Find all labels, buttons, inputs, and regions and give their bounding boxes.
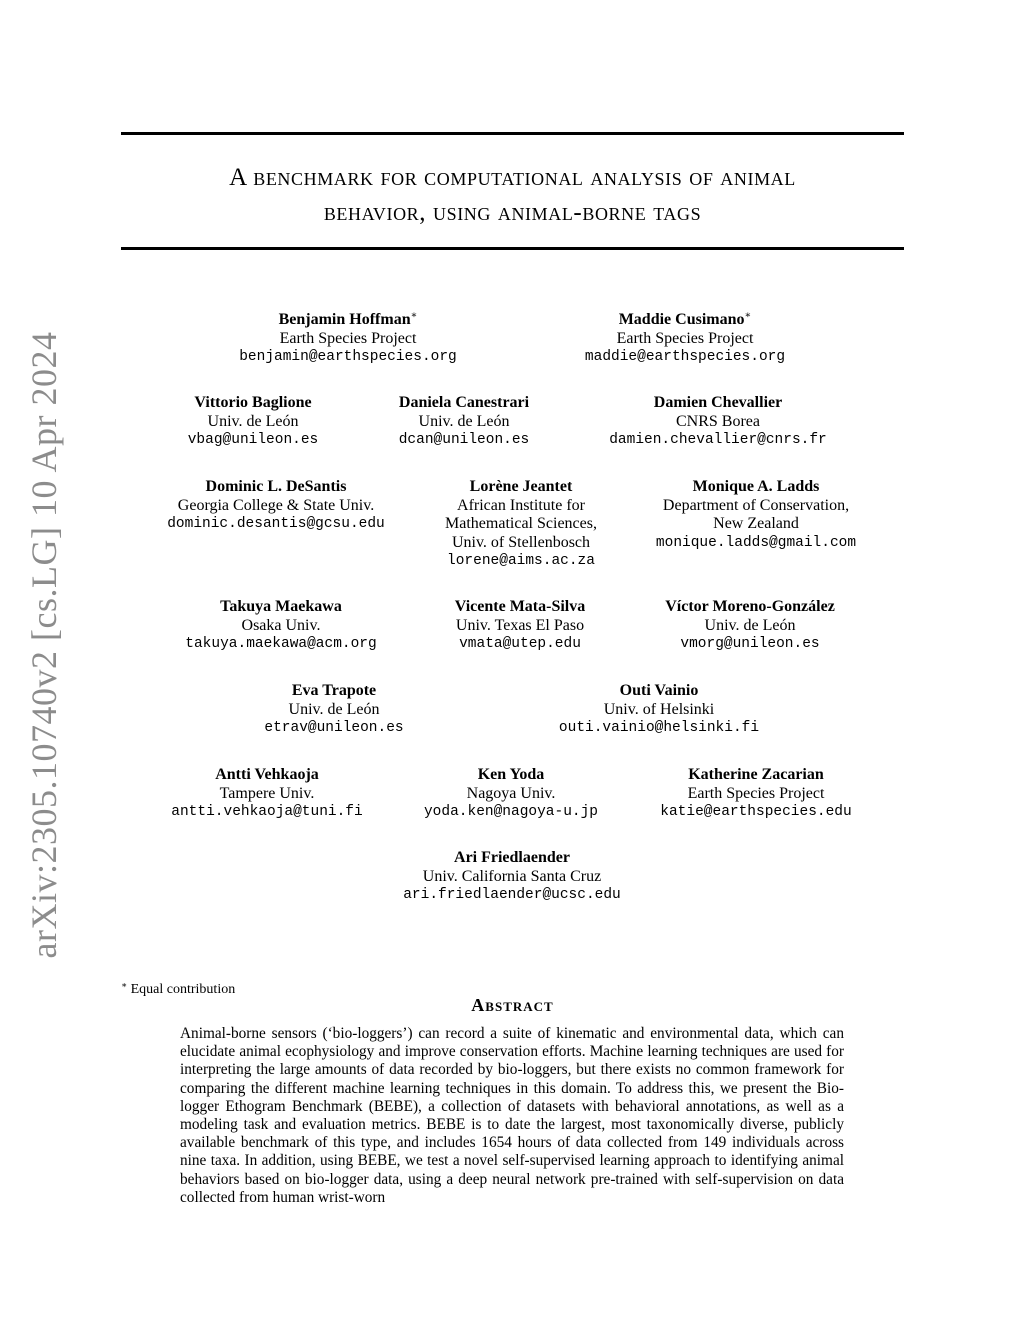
author-affiliation: Univ. de León bbox=[704, 616, 796, 634]
abstract-text: Animal-borne sensors (‘bio-loggers’) can record a suite of kinematic and environmental data, which can elucidate animal ecophysiology and improve conservation efforts. Machine learning techniques are used for interpreting the large amounts of data recorded by bio-loggers, but there exists no common framework for comparing the different machine learning techniques in this domain. To address this, we present the Bio-logger Ethogram Benchmark (BEBE), a collection of datasets with behavioral annotations, as well as a modeling task and evaluation metrics. BEBE is to date the largest, most taxonomically diverse, publicly available benchmark of this type, and includes 1654 hours of data collected from 149 individuals across nine taxa. In addition, using BEBE, we test a novel self-supervised learning approach to identifying animal behaviors based on bio-logger data, using a deep neural network pre-trained with self-supervision on data collected from human wrist-worn bbox=[180, 1025, 844, 1206]
author-name: Daniela Canestrari bbox=[398, 394, 530, 411]
author-affiliation: Osaka Univ. bbox=[241, 616, 321, 634]
author-entry bbox=[167, 478, 385, 534]
author-entry bbox=[559, 682, 759, 738]
author-email: katie@earthspecies.edu bbox=[660, 804, 852, 820]
author-email: benjamin@earthspecies.org bbox=[239, 349, 457, 365]
author-email: outi.vainio@helsinki.fi bbox=[558, 720, 760, 736]
footnote-mark: ∗ bbox=[121, 980, 128, 990]
author-name: Monique A. Ladds bbox=[692, 478, 820, 495]
author-affiliation: Earth Species Project bbox=[616, 329, 754, 347]
author-email: lorene@aims.ac.za bbox=[447, 553, 595, 569]
author-entry bbox=[585, 311, 785, 367]
author-name: Víctor Moreno-González bbox=[665, 598, 835, 615]
footnote-text: Equal contribution bbox=[130, 982, 236, 997]
author-name: Vicente Mata-Silva bbox=[454, 598, 586, 615]
author-name: Damien Chevallier bbox=[653, 394, 783, 411]
author-entry bbox=[399, 394, 530, 450]
author-entry bbox=[188, 394, 319, 450]
title-bottom-rule bbox=[121, 247, 904, 250]
author-entry bbox=[424, 766, 598, 822]
author-entry bbox=[171, 766, 362, 822]
author-affiliation: Earth Species Project bbox=[279, 329, 417, 347]
author-entry bbox=[239, 311, 457, 367]
author-affiliation: Univ. de León bbox=[288, 700, 380, 718]
author-affiliation: Tampere Univ. bbox=[219, 784, 315, 802]
author-name: Outi Vainio bbox=[619, 682, 699, 699]
arxiv-identifier: arXiv:2305.10740v2 [cs.LG] 10 Apr 2024 bbox=[24, 331, 64, 959]
author-email: etrav@unileon.es bbox=[264, 720, 404, 736]
author-affiliation: African Institute for bbox=[457, 496, 585, 514]
author-affiliation: Department of Conservation, bbox=[662, 496, 850, 514]
author-email: dominic.desantis@gcsu.edu bbox=[167, 516, 385, 532]
equal-contribution-mark: ∗ bbox=[410, 310, 418, 321]
author-email: monique.ladds@gmail.com bbox=[655, 534, 857, 551]
author-name: Eva Trapote bbox=[291, 682, 377, 699]
author-affiliation: Univ. de León bbox=[207, 412, 299, 430]
author-entry bbox=[455, 598, 585, 654]
author-affiliation: Mathematical Sciences, bbox=[445, 515, 597, 532]
author-affiliation: Univ. of Stellenbosch bbox=[451, 533, 591, 551]
author-email: ari.friedlaender@ucsc.edu bbox=[403, 887, 621, 903]
author-affiliation: Univ. Texas El Paso bbox=[455, 616, 585, 634]
author-email: vmata@utep.edu bbox=[459, 636, 581, 652]
title-top-rule bbox=[121, 132, 904, 135]
author-name: Benjamin Hoffman∗ bbox=[278, 310, 418, 328]
author-email: dcan@unileon.es bbox=[398, 432, 530, 448]
author-entry bbox=[445, 478, 597, 571]
author-affiliation: Univ. of Helsinki bbox=[603, 700, 715, 718]
paper-title-line-1: A benchmark for computational analysis of animal bbox=[229, 164, 796, 191]
author-name: Katherine Zacarian bbox=[688, 766, 824, 783]
author-name: Ken Yoda bbox=[477, 766, 545, 783]
author-name: Vittorio Baglione bbox=[194, 394, 312, 411]
author-email: vbag@unileon.es bbox=[187, 432, 319, 448]
author-affiliation: Univ. California Santa Cruz bbox=[422, 867, 602, 885]
paper-title-line-2: behavior, using animal-borne tags bbox=[323, 199, 702, 226]
author-email: takuya.maekawa@acm.org bbox=[185, 636, 377, 652]
paper-title bbox=[121, 160, 904, 230]
author-entry bbox=[660, 766, 851, 822]
author-email: antti.vehkaoja@tuni.fi bbox=[171, 804, 363, 820]
author-affiliation: CNRS Borea bbox=[675, 412, 760, 430]
author-name: Lorène Jeantet bbox=[469, 478, 573, 495]
author-name: Dominic L. DeSantis bbox=[205, 478, 347, 495]
author-name: Maddie Cusimano∗ bbox=[618, 310, 752, 328]
author-email: vmorg@unileon.es bbox=[680, 636, 820, 652]
author-name: Takuya Maekawa bbox=[220, 598, 342, 615]
abstract-heading: Abstract bbox=[471, 995, 554, 1015]
author-entry bbox=[403, 849, 621, 905]
author-affiliation: New Zealand bbox=[713, 515, 799, 532]
author-name: Antti Vehkaoja bbox=[215, 766, 319, 783]
author-email: damien.chevallier@cnrs.fr bbox=[609, 432, 827, 448]
author-email: maddie@earthspecies.org bbox=[584, 349, 786, 365]
author-name: Ari Friedlaender bbox=[454, 849, 570, 866]
author-entry bbox=[609, 394, 827, 450]
author-affiliation: Nagoya Univ. bbox=[466, 784, 556, 802]
author-affiliation: Earth Species Project bbox=[687, 784, 825, 802]
author-email: yoda.ken@nagoya-u.jp bbox=[423, 804, 599, 820]
equal-contribution-mark: ∗ bbox=[744, 310, 752, 321]
author-affiliation: Georgia College & State Univ. bbox=[177, 496, 375, 514]
author-entry bbox=[656, 478, 856, 552]
author-entry bbox=[665, 598, 835, 654]
author-affiliation: Univ. de León bbox=[418, 412, 510, 430]
author-entry bbox=[264, 682, 403, 738]
author-entry bbox=[185, 598, 376, 654]
